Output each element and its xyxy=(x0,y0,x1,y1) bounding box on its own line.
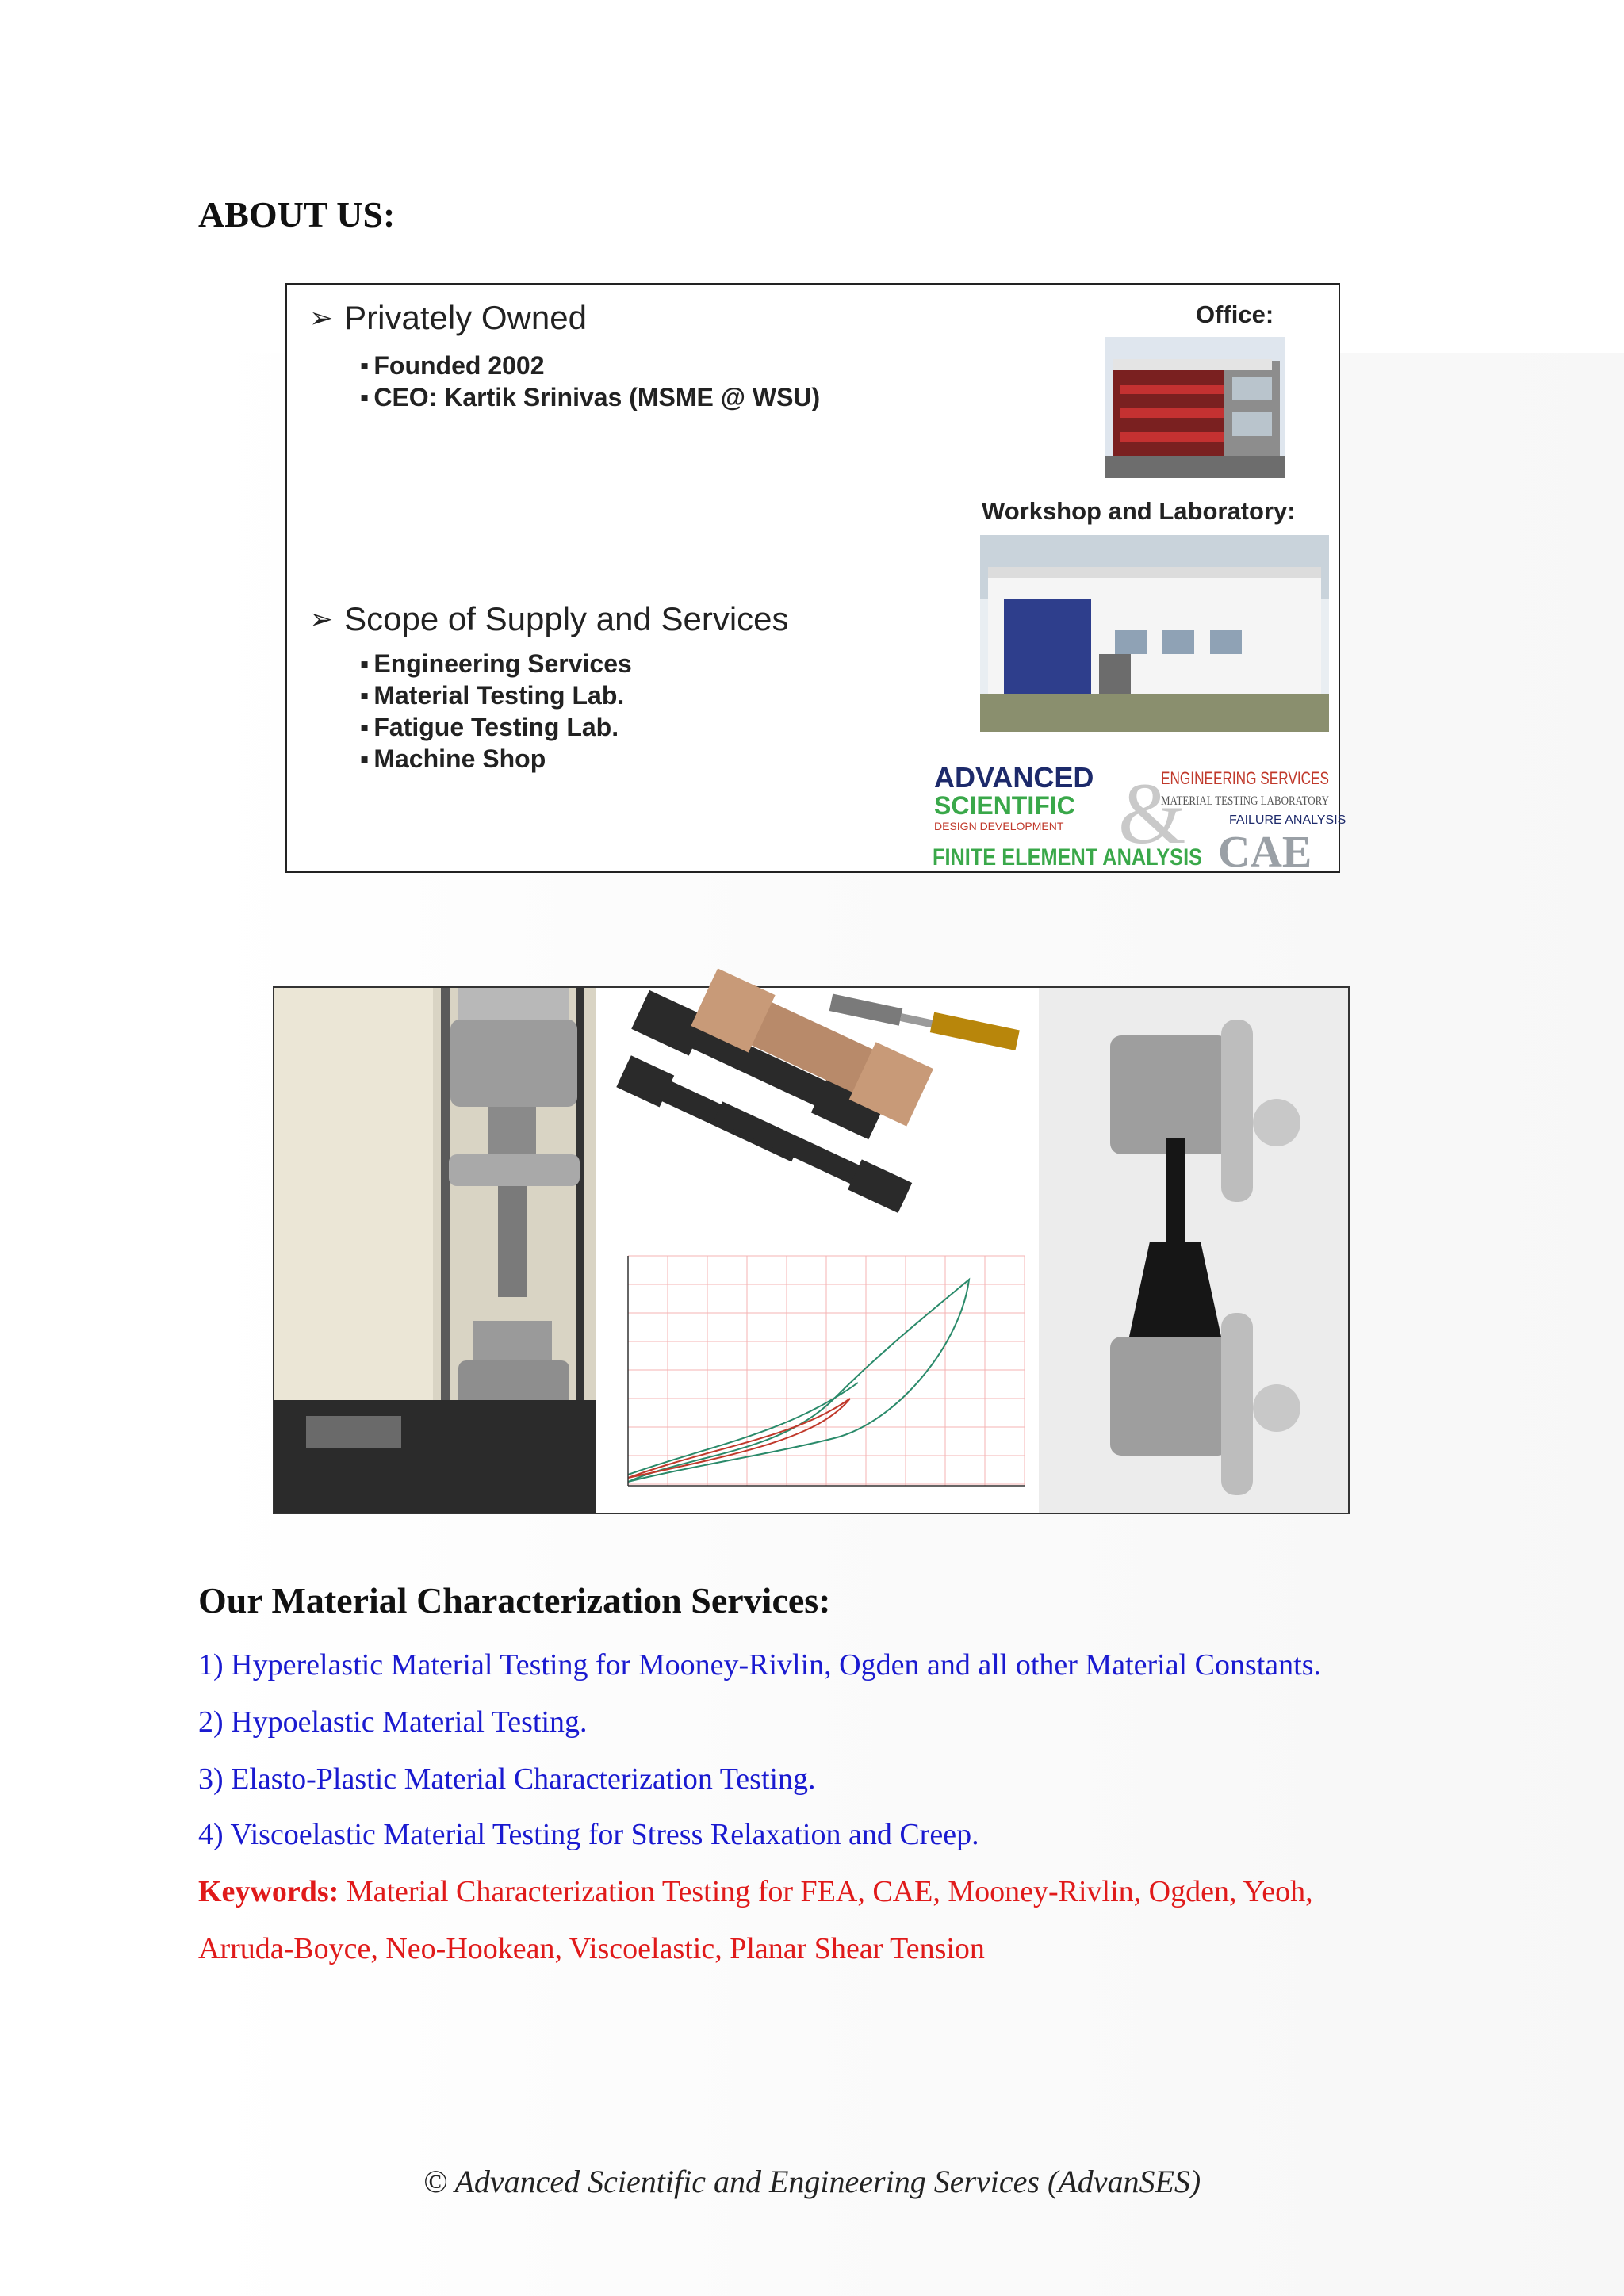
workshop-label: Workshop and Laboratory: xyxy=(982,497,1296,525)
list-item: ▪ Fatigue Testing Lab. xyxy=(360,711,632,743)
keywords-line-2: Arruda-Boyce, Neo-Hookean, Viscoelastic, Planar Shear Tension xyxy=(198,1932,985,1965)
logo-right-2: MATERIAL TESTING LABORATORY xyxy=(1161,794,1330,808)
logo-line-3: DESIGN DEVELOPMENT xyxy=(934,820,1064,832)
arrow-bullet-icon: ➢ xyxy=(309,301,334,334)
rubber-specimen-photo xyxy=(1039,988,1348,1513)
about-heading: ABOUT US: xyxy=(198,194,396,235)
services-heading: Our Material Characterization Services: xyxy=(198,1580,831,1621)
keywords-text-1: Material Characterization Testing for FEA, CAE, Mooney-Rivlin, Ogden, Yeoh, xyxy=(339,1875,1313,1908)
keywords-label: Keywords: xyxy=(198,1875,339,1908)
list-item: ▪ Machine Shop xyxy=(360,743,632,775)
scope-label: Scope of Supply and Services xyxy=(344,600,789,637)
list-item: ▪ Founded 2002 xyxy=(360,350,820,381)
company-logo xyxy=(931,757,1346,877)
workshop-photo xyxy=(980,535,1329,732)
service-item-1: 1) Hyperelastic Material Testing for Mooney-Rivlin, Ogden and all other Material Constants. xyxy=(198,1648,1322,1682)
service-item-2: 2) Hypoelastic Material Testing. xyxy=(198,1705,588,1739)
footer-copyright: © Advanced Scientific and Engineering Services (AdvanSES) xyxy=(423,2164,1201,2199)
list-item: ▪ CEO: Kartik Srinivas (MSME @ WSU) xyxy=(360,381,820,413)
specimens-photo xyxy=(596,988,1039,1240)
testing-montage xyxy=(273,986,1350,1514)
office-photo xyxy=(1105,337,1285,478)
privately-owned-title xyxy=(309,299,587,337)
keywords-line-1 xyxy=(198,1874,1313,1909)
scope-list xyxy=(360,648,632,775)
about-slide xyxy=(285,283,1346,877)
scope-title xyxy=(309,600,789,638)
logo-line-4: FINITE ELEMENT ANALYSIS xyxy=(933,844,1202,871)
logo-line-1: ADVANCED xyxy=(934,761,1094,794)
privately-owned-label: Privately Owned xyxy=(344,299,587,336)
ampersand-icon: & xyxy=(1118,765,1186,862)
service-item-4: 4) Viscoelastic Material Testing for Stress Relaxation and Creep. xyxy=(198,1818,979,1851)
logo-right-3: FAILURE ANALYSIS xyxy=(1229,813,1346,827)
logo-line-2: SCIENTIFIC xyxy=(934,791,1075,820)
list-item: ▪ Engineering Services xyxy=(360,648,632,679)
testing-machine-photo xyxy=(274,988,596,1513)
list-item: ▪ Material Testing Lab. xyxy=(360,679,632,711)
logo-right-4: CAE xyxy=(1218,828,1312,877)
hysteresis-graph xyxy=(596,1240,1039,1513)
logo-right-1: ENGINEERING SERVICES xyxy=(1161,768,1329,788)
service-item-3: 3) Elasto-Plastic Material Characterization Testing. xyxy=(198,1762,816,1796)
arrow-bullet-icon: ➢ xyxy=(309,603,334,635)
privately-owned-list xyxy=(360,350,820,413)
office-label: Office: xyxy=(1196,300,1274,328)
